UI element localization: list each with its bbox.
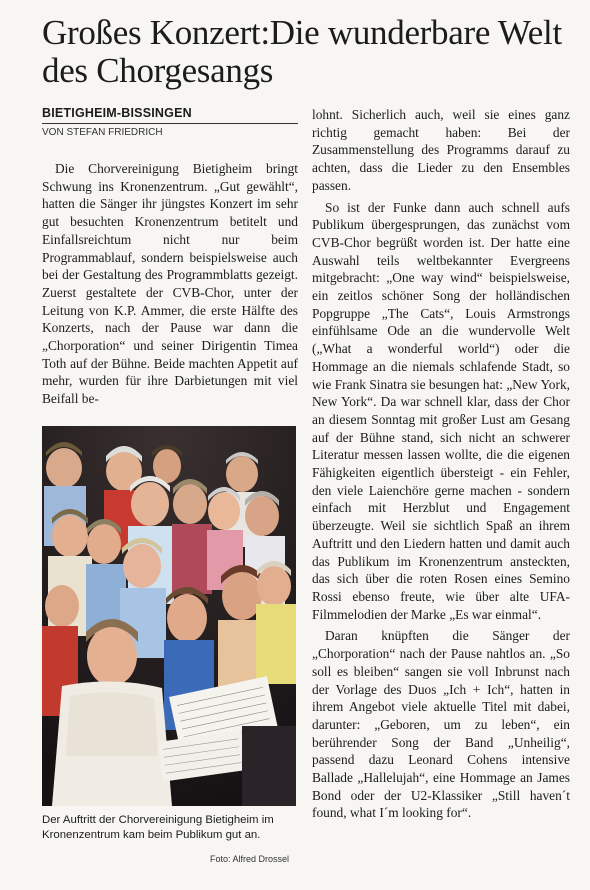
right-column [312,106,570,822]
dateline: BIETIGHEIM-BISSINGEN [42,106,298,124]
photo-credit: Foto: Alfred Drossel [210,854,290,864]
article-headline: Großes Konzert:Die wunderbare Welt des Chorgesangs [42,13,562,90]
article-paragraph: So ist der Funke dann auch schnell aufs Publikum übergesprungen, das zunächst vom CVB-Chor begrüßt worden ist. Der hatte eine Auswahl teils weltbekannter Evergreens mitgebracht: „One way wind“ beispielsweise, ein zeitlos schöner Song der holländischen Popgruppe „The Cats“, Louis Armstrongs einfühlsame Ode an die wundervolle Welt („What a wonderful world“) oder die Hommage an die niemals schlafende Stadt, so wie Frank Sinatra sie besungen hat: „New York, New York“. Da war schnell klar, dass der Chor an diesem Sonntag mit großer Lust am Gesang auf der Bühne stand, sich nicht an schwerer Literatur messen lassen wollte, die die eigenen Fähigkeiten eigentlich übersteigt - ein Fehler, den viele Laienchöre gerne machen - sondern einfach mit Herzblut und Engagement überzeugte. Weil sie sichtlich Spaß an ihrem Auftritt und den Liedern hatten und damit auch das Publikum im Kronenzentrum ansteckten, das sich über die roten Rosen eines Semino Rossi ebenso freute, wie über alte UFA-Filmmelodien der Marke „Es war einmal“. [312,199,570,622]
left-column [42,106,298,408]
article-paragraph: Die Chorvereinigung Bietigheim bringt Schwung ins Kronenzentrum. „Gut gewählt“, hatten die Sänger ihr jüngstes Konzert im sehr gut besuchten Kronenzentrum betitelt und Einfallsreichtum nicht nur beim Programmablauf, sondern beispielsweise auch bei der Gestaltung des Programmblatts gezeigt. Zuerst gestaltete der CVB-Chor, unter der Leitung von K.P. Ammer, die erste Hälfte des Konzerts, nach der Pause war dann die „Chorporation“ und seiner Dirigentin Timea Toth auf der Bühne. Beide machten Appetit auf mehr, wurden für ihre Darbietungen mit viel Beifall be- [42,161,298,407]
photo-caption: Der Auftritt der Chorvereinigung Bietigheim im Kronenzentrum kam beim Publikum gut an. [42,814,274,841]
article-paragraph: Daran knüpften die Sänger der „Chorporation“ nach der Pause nahtlos an. „So soll es bleiben“ sangen sie voll Inbrunst nach der Vorlage des Duos „Ich + Ich“, hatten in ihrem Angebot viele aktuelle Titel mit dabei, darunter: „Geboren, um zu leben“, ein berührender Song der Band „Unheilig“, passend dazu Leonard Cohens intensive Ballade „Hallelujah“, eine Hommage an James Bond oder der U2-Klassiker „Still haven´t found, what I´m looking for“. [312,628,570,821]
article-paragraph: lohnt. Sicherlich auch, weil sie eines ganz richtig gemacht haben: Bei der Zusammenstellung des Programms darauf zu achten, dass die Lieder zu den Ensembles passen. [312,107,570,193]
choir-photo [42,426,296,806]
author-byline: VON STEFAN FRIEDRICH [42,127,163,138]
